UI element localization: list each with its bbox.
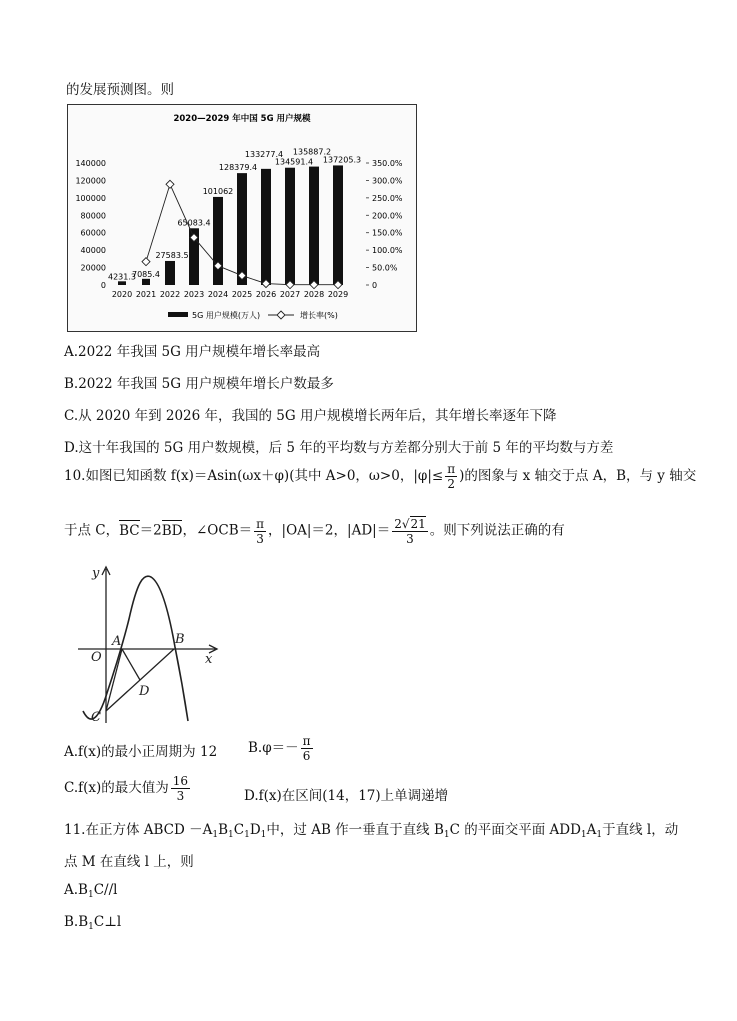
x-tick-label: 2022 xyxy=(159,290,181,299)
opt-b-fraction xyxy=(301,734,313,763)
legend-diamond-icon xyxy=(277,311,285,319)
ad-fraction xyxy=(392,516,428,546)
sub: 1 xyxy=(228,830,234,840)
bar-data-label: 133277.4 xyxy=(244,149,284,159)
x-tick-label: 2023 xyxy=(183,290,205,299)
sub: 1 xyxy=(244,830,250,840)
frac-num: 16 xyxy=(172,774,189,788)
frac-num: π xyxy=(447,462,456,476)
x-tick-label: 2029 xyxy=(327,290,349,299)
phi-bound-fraction xyxy=(445,462,457,491)
q10-text-1a: 10.如图已知函数 f(x)＝Asin(ωx＋φ)(其中 A>0，ω>0，|φ|≤ xyxy=(64,468,444,484)
q11-option-b xyxy=(64,914,121,932)
frac-den: 6 xyxy=(302,749,311,763)
q10-text-1b: )的图象与 x 轴交于点 A，B，与 y 轴交 xyxy=(459,468,697,484)
q10-text-2c: ，|OA|＝2，|AD|＝ xyxy=(268,522,391,539)
right-tick-label: 300.0% xyxy=(372,176,403,186)
opt-text: C⊥l xyxy=(93,914,122,930)
bar-data-label: 128379.4 xyxy=(218,163,258,173)
frac-den: 3 xyxy=(256,531,264,546)
right-tick-label: 150.0% xyxy=(372,228,403,238)
q9-option-b: B.2022 年我国 5G 用户规模年增长户数最多 xyxy=(64,376,334,392)
label-y: y xyxy=(92,566,100,581)
bar-2025 xyxy=(237,173,247,285)
opt-c-fraction xyxy=(171,774,190,803)
sub: 1 xyxy=(580,830,587,840)
bar-2024 xyxy=(213,197,223,285)
bar-2022 xyxy=(165,261,175,285)
bar-2020 xyxy=(118,281,126,285)
sub: 1 xyxy=(596,830,603,840)
label-o: O xyxy=(91,650,102,665)
left-tick-label: 100000 xyxy=(75,193,106,203)
growth-rate-point xyxy=(142,258,150,266)
q11-text-d: A xyxy=(586,822,597,838)
sub: 1 xyxy=(260,830,267,840)
x-tick-label: 2021 xyxy=(135,290,157,299)
bar-2027 xyxy=(285,168,295,285)
right-tick-label: 350.0% xyxy=(372,159,403,168)
x-tick-label: 2028 xyxy=(303,290,325,299)
bar-2029 xyxy=(333,165,343,285)
q11-stem-line2: 点 M 在直线 l 上，则 xyxy=(64,854,194,870)
bar-data-label: 4231.3 xyxy=(108,272,136,282)
label-c: C xyxy=(91,710,101,725)
q11-text-c: C 的平面交平面 ADD xyxy=(449,822,581,838)
bar-2028 xyxy=(309,167,319,285)
x-tick-label: 2026 xyxy=(255,290,277,299)
growth-chart xyxy=(67,104,417,332)
sub: 1 xyxy=(88,922,94,932)
legend-bar-swatch xyxy=(168,312,188,317)
sub: 1 xyxy=(443,830,450,840)
frac-num: 2√21 xyxy=(394,517,426,531)
chart-svg xyxy=(68,105,416,331)
q11-option-a xyxy=(64,882,117,900)
left-tick-label: 80000 xyxy=(80,211,106,221)
frac-den: 3 xyxy=(176,789,185,803)
sub: 1 xyxy=(212,830,219,840)
label-d: D xyxy=(139,684,150,699)
left-tick-label: 120000 xyxy=(75,176,106,186)
ad-coef: 2 xyxy=(394,517,402,531)
q11-text-e: 于直线 l，动 xyxy=(602,822,679,838)
q9-option-a: A.2022 年我国 5G 用户规模年增长率最高 xyxy=(64,344,321,360)
x-tick-label: 2024 xyxy=(207,290,229,299)
chart-title: 2020—2029 年中国 5G 用户规模 xyxy=(173,114,311,124)
ad-radicand: 21 xyxy=(410,517,426,531)
bar-2026 xyxy=(261,169,271,285)
ocb-fraction xyxy=(254,517,266,546)
q9-option-c: C.从 2020 年到 2026 年，我国的 5G 用户规模增长两年后，其年增长率逐年下降 xyxy=(64,408,557,424)
right-tick-label: 50.0% xyxy=(372,263,398,273)
sub: 1 xyxy=(87,890,94,900)
frac-num: π xyxy=(256,516,265,531)
q11-text-a: 11.在正方体 ABCD －A xyxy=(64,822,213,838)
q10-option-c xyxy=(64,774,192,803)
bar-data-label: 27583.5 xyxy=(155,250,189,260)
q10-text-2d: 。则下列说法正确的有 xyxy=(429,522,565,539)
opt-text: B.B xyxy=(64,914,89,930)
q11-b: B xyxy=(218,822,229,838)
label-a: A xyxy=(112,634,122,649)
function-graph xyxy=(75,563,225,725)
right-tick-label: 100.0% xyxy=(372,246,403,256)
legend-line-label: 增长率(%) xyxy=(300,311,338,320)
vector-bc: BC xyxy=(119,522,140,539)
frac-den: 2 xyxy=(447,477,455,491)
frac-den: 3 xyxy=(406,532,414,546)
left-tick-label: 0 xyxy=(100,281,106,290)
left-tick-label: 140000 xyxy=(75,159,106,168)
bar-data-label: 101062 xyxy=(202,186,234,196)
right-tick-label: 0 xyxy=(372,281,378,290)
x-tick-label: 2020 xyxy=(111,290,133,299)
q11-stem-line1 xyxy=(64,818,678,840)
vector-bd: BD xyxy=(161,522,183,539)
bar-data-label: 137205.3 xyxy=(322,155,362,165)
intro-text: 的发展预测图。则 xyxy=(66,82,174,98)
q10-stem-line2 xyxy=(64,516,565,546)
bar-data-label: 134591.4 xyxy=(274,157,314,167)
q10-option-a: A.f(x)的最小正周期为 12 xyxy=(64,744,218,760)
q11-text-b: 中，过 AB 作一垂直于直线 B xyxy=(266,822,444,838)
frac-num: π xyxy=(302,734,311,748)
opt-text: A.B xyxy=(64,882,88,898)
label-b: B xyxy=(175,632,185,647)
bar-data-label: 7085.4 xyxy=(132,269,160,279)
q10-option-d: D.f(x)在区间(14，17)上单调递增 xyxy=(244,788,449,804)
opt-c-text: C.f(x)的最大值为 xyxy=(64,780,169,796)
left-tick-label: 20000 xyxy=(80,263,106,273)
opt-text: C//l xyxy=(93,882,118,898)
q10-text-2a: 于点 C， xyxy=(64,522,120,539)
q10-option-b xyxy=(248,734,315,763)
left-tick-label: 40000 xyxy=(80,246,106,256)
segment-ad xyxy=(122,649,140,680)
right-tick-label: 200.0% xyxy=(372,211,403,221)
x-tick-label: 2027 xyxy=(279,290,301,299)
q10-text-2b: ，∠OCB＝ xyxy=(182,522,253,539)
growth-rate-point xyxy=(166,180,174,188)
bar-data-label: 65083.4 xyxy=(177,218,211,228)
q10-stem-line1 xyxy=(64,462,696,491)
bar-data-label: 135887.2 xyxy=(292,147,332,157)
q9-option-d: D.这十年我国的 5G 用户数规模，后 5 年的平均数与方差都分别大于前 5 年的平均数与方差 xyxy=(64,440,614,456)
legend-bar-label: 5G 用户规模(万人) xyxy=(192,311,261,320)
bar-2021 xyxy=(142,279,150,285)
x-tick-label: 2025 xyxy=(231,290,253,299)
q10-eq: ＝2 xyxy=(139,522,162,539)
segment-ca xyxy=(106,649,122,711)
label-x: x xyxy=(205,652,213,667)
q11-d: D xyxy=(249,822,261,838)
right-tick-label: 250.0% xyxy=(372,193,403,203)
opt-b-text: B.φ＝－ xyxy=(248,740,299,756)
q11-c: C xyxy=(233,822,245,838)
left-tick-label: 60000 xyxy=(80,228,106,238)
